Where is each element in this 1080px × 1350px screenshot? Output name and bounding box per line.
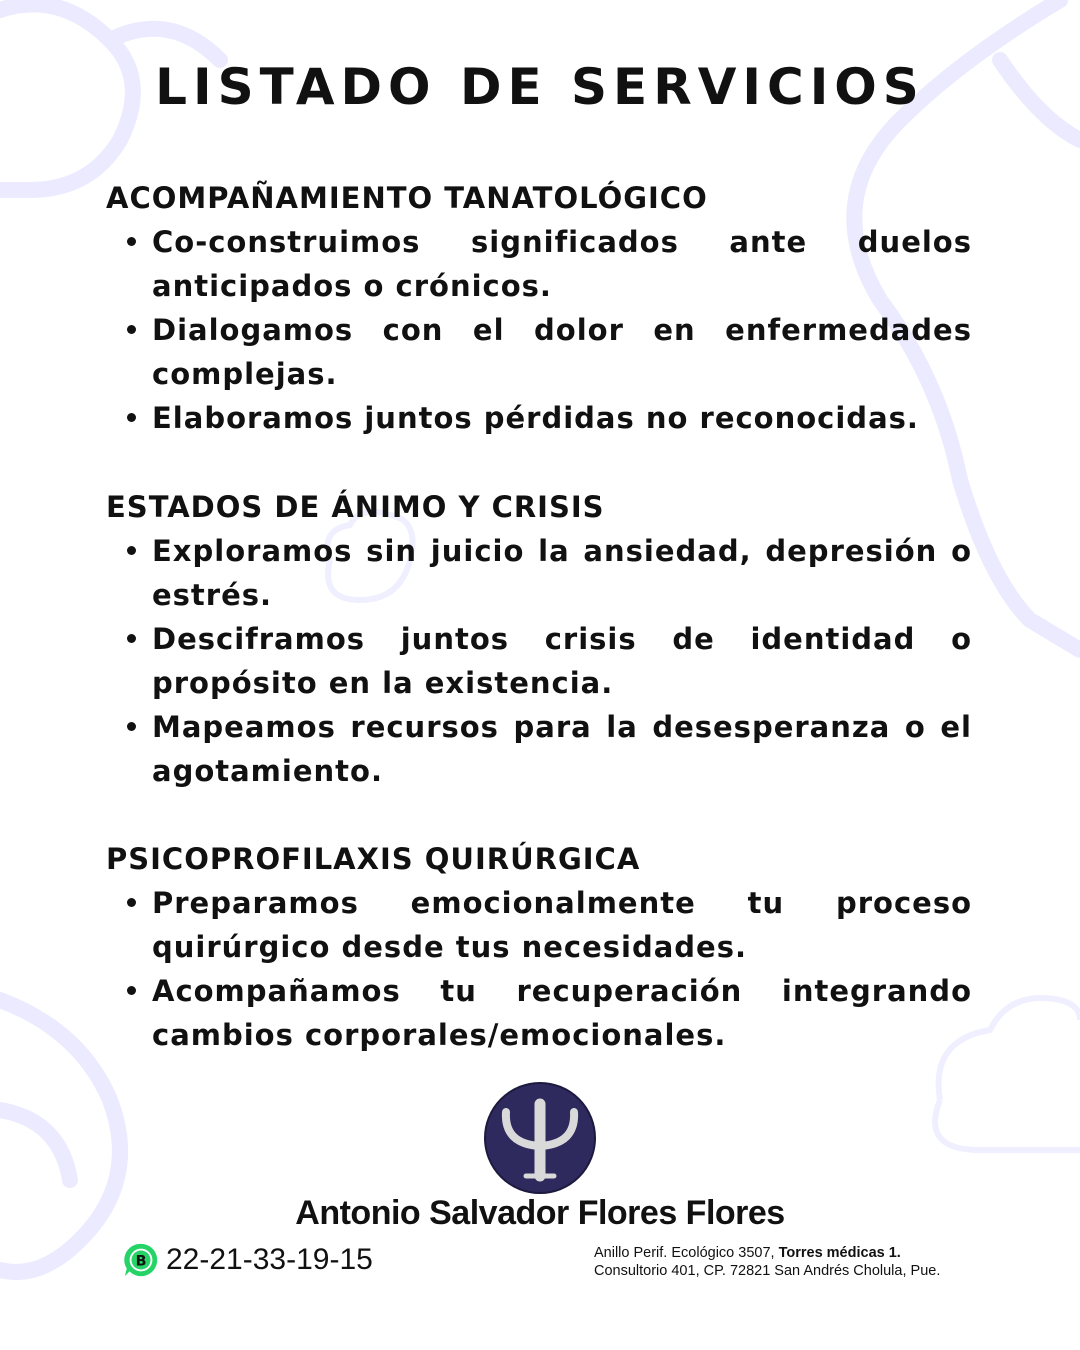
- section-estados-de-animo: [106, 485, 972, 793]
- list-item-text: Desciframos juntos crisis de identidad o propósito en la existencia.: [152, 622, 972, 700]
- list-item: [106, 705, 972, 793]
- bullet-list: [106, 881, 972, 1057]
- section-heading: ACOMPAÑAMIENTO TANATOLÓGICO: [106, 181, 708, 215]
- list-item: [106, 617, 972, 705]
- bullet-dot: [127, 237, 136, 246]
- psi-symbol-icon: [484, 1082, 596, 1194]
- bullet-dot: [127, 413, 136, 422]
- list-item-text: Co-construimos significados ante duelos anticipados o crónicos.: [152, 225, 972, 303]
- section-tanatologia: [106, 176, 972, 440]
- address-office: Consultorio 401, CP. 72821 San Andrés Cholula, Pue.: [594, 1263, 941, 1279]
- section-heading: ESTADOS DE ÁNIMO Y CRISIS: [106, 490, 605, 524]
- phone-number: 22-21-33-19-15: [166, 1243, 373, 1276]
- address: [594, 1244, 972, 1280]
- owner-name: Antonio Salvador Flores Flores: [295, 1194, 785, 1232]
- bullet-dot: [127, 986, 136, 995]
- whatsapp-business-icon: [122, 1241, 160, 1279]
- list-item-text: Preparamos emocionalmente tu proceso quirúrgico desde tus necesidades.: [152, 886, 972, 964]
- list-item: [106, 881, 972, 969]
- svg-text:B: B: [135, 1253, 147, 1270]
- list-item-text: Dialogamos con el dolor en enfermedades complejas.: [152, 313, 972, 391]
- list-item: [106, 308, 972, 396]
- contact-phone[interactable]: [122, 1240, 373, 1280]
- address-building: Torres médicas 1.: [778, 1245, 901, 1261]
- list-item: [106, 396, 972, 440]
- list-item: [106, 529, 972, 617]
- bullet-list: [106, 529, 972, 793]
- bullet-dot: [127, 898, 136, 907]
- bullet-dot: [127, 546, 136, 555]
- list-item: [106, 220, 972, 308]
- section-heading: PSICOPROFILAXIS QUIRÚRGICA: [106, 842, 641, 876]
- list-item-text: Elaboramos juntos pérdidas no reconocidas.: [152, 401, 919, 435]
- address-street: Anillo Perif. Ecológico 3507,: [594, 1245, 779, 1261]
- page-title: LISTADO DE SERVICIOS: [155, 58, 925, 116]
- bullet-dot: [127, 722, 136, 731]
- bullet-dot: [127, 634, 136, 643]
- section-psicoprofilaxis: [106, 837, 972, 1057]
- list-item: [106, 969, 972, 1057]
- list-item-text: Mapeamos recursos para la desesperanza o el agotamiento.: [152, 710, 972, 788]
- bullet-list: [106, 220, 972, 440]
- list-item-text: Exploramos sin juicio la ansiedad, depresión o estrés.: [152, 534, 972, 612]
- list-item-text: Acompañamos tu recuperación integrando cambios corporales/emocionales.: [152, 974, 972, 1052]
- bullet-dot: [127, 325, 136, 334]
